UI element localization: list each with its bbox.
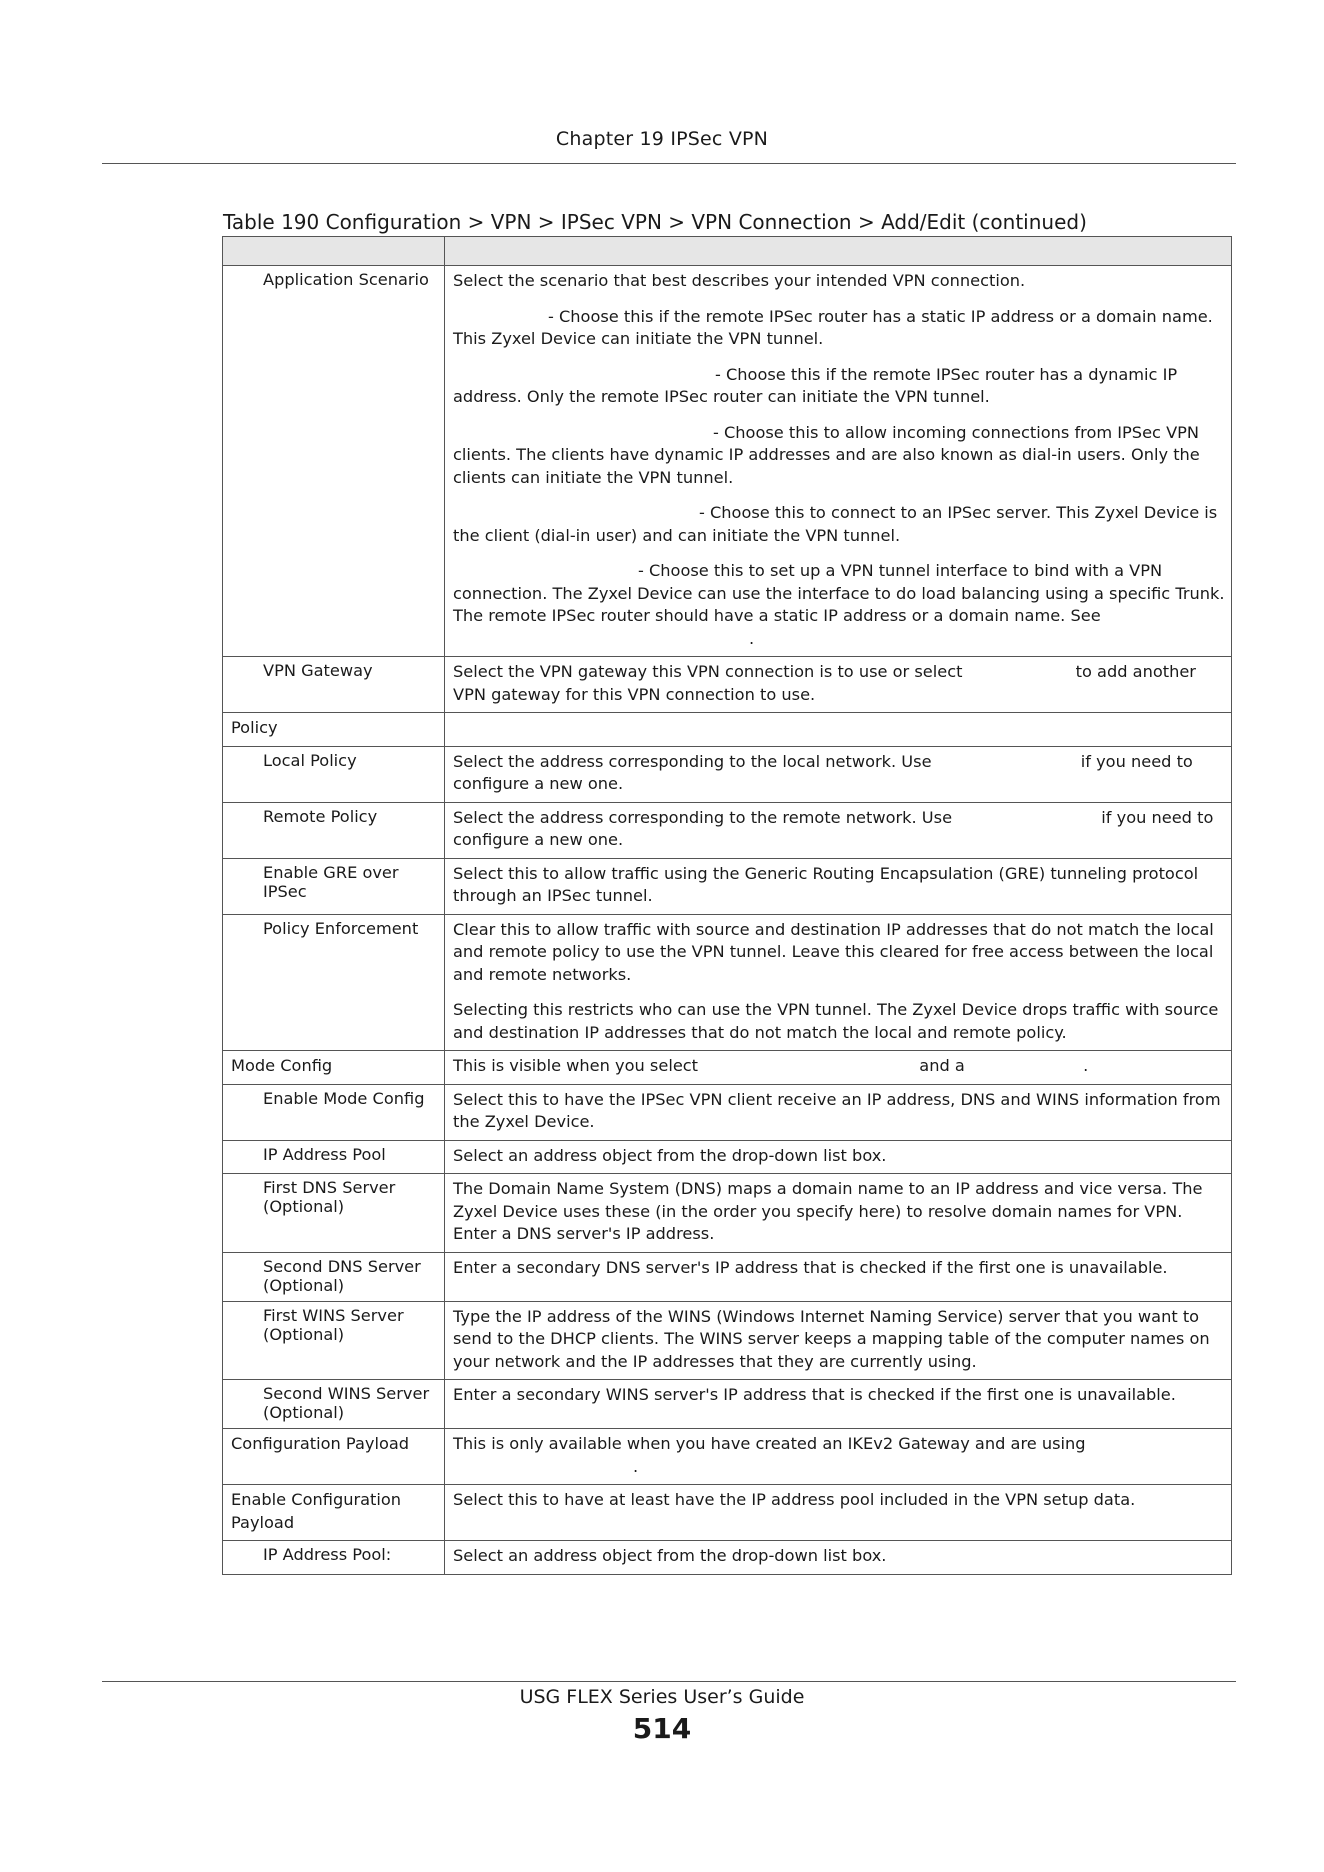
row-label: Enable Configuration Payload (223, 1485, 445, 1541)
description-paragraph (453, 364, 1225, 409)
row-description (445, 713, 1232, 747)
description-paragraph (453, 919, 1225, 987)
chapter-header: Chapter 19 IPSec VPN (555, 128, 769, 150)
row-description (445, 802, 1232, 858)
page-number: 514 (632, 1712, 692, 1745)
row-label: Second WINS Server (Optional) (223, 1380, 445, 1429)
description-paragraph (453, 422, 1225, 490)
row-label: Application Scenario (223, 266, 445, 657)
row-label: Local Policy (223, 746, 445, 802)
table-row (223, 1252, 1232, 1301)
description-text: Enter a secondary DNS server's IP address that is checked if the first one is unavailable. (453, 1257, 1168, 1277)
row-label: Enable GRE over IPSec (223, 858, 445, 914)
row-description (445, 1485, 1232, 1541)
table-row (223, 713, 1232, 747)
table-row (223, 1429, 1232, 1485)
table-row (223, 1541, 1232, 1575)
row-description (445, 1301, 1232, 1380)
description-text: Select the address corresponding to the remote network. Use if you need to configure a new one. (453, 807, 1219, 849)
row-description (445, 746, 1232, 802)
row-label: First DNS Server (Optional) (223, 1174, 445, 1253)
row-description (445, 657, 1232, 713)
row-label: IP Address Pool: (223, 1541, 445, 1575)
description-paragraph (453, 560, 1225, 650)
paragraph-text: Select the scenario that best describes your intended VPN connection. (453, 271, 1026, 290)
table-row (223, 1051, 1232, 1085)
row-description (445, 1140, 1232, 1174)
table-caption: Table 190 Configuration > VPN > IPSec VPN > VPN Connection > Add/Edit (continued) (223, 210, 1087, 234)
description-text: Select this to have the IPSec VPN client receive an IP address, DNS and WINS information from the Zyxel Device. (453, 1089, 1226, 1131)
header-rule (102, 163, 1236, 164)
parameter-table (222, 236, 1232, 1575)
row-label: Remote Policy (223, 802, 445, 858)
description-text: Select an address object from the drop-down list box. (453, 1546, 887, 1565)
paragraph-text: - Choose this if the remote IPSec router has a static IP address or a domain name. This Zyxel Device can initiate the VPN tunnel. (453, 306, 1213, 348)
description-text: Type the IP address of the WINS (Windows Internet Naming Service) server that you want to send to the DHCP clients. The WINS server keeps a mapping table of the computer names on your network and the IP addresses that they are currently using. (453, 1306, 1215, 1371)
table-row (223, 266, 1232, 657)
row-label: Policy Enforcement (223, 914, 445, 1051)
row-description (445, 914, 1232, 1051)
description-text: Enter a secondary WINS server's IP address that is checked if the first one is unavailable. (453, 1385, 1176, 1404)
description-text: Select the VPN gateway this VPN connection is to use or select to add another VPN gateway for this VPN connection to use. (453, 662, 1202, 704)
guide-title: USG FLEX Series User’s Guide (519, 1686, 805, 1708)
paragraph-text: - Choose this to connect to an IPSec server. This Zyxel Device is the client (dial-in user) and can initiate the VPN tunnel. (453, 503, 1218, 545)
description-text: Select this to allow traffic using the Generic Routing Encapsulation (GRE) tunneling protocol through an IPSec tunnel. (453, 863, 1204, 905)
table-row (223, 914, 1232, 1051)
row-label: Policy (223, 713, 445, 747)
paragraph-text: - Choose this if the remote IPSec router has a dynamic IP address. Only the remote IPSec router can initiate the VPN tunnel. (453, 364, 1178, 406)
paragraph-text: - Choose this to set up a VPN tunnel interface to bind with a VPN connection. The Zyxel Device can use the interface to do load balancing using a specific Trunk. The remote IPSec router should have a static IP address or a domain name. See (453, 561, 1225, 625)
row-label: IP Address Pool (223, 1140, 445, 1174)
row-description (445, 266, 1232, 657)
row-description (445, 1174, 1232, 1253)
paragraph-tail: . (749, 628, 755, 648)
row-description (445, 1252, 1232, 1301)
description-text: Select the address corresponding to the local network. Use if you need to configure a new one. (453, 751, 1198, 793)
header-cell-label (223, 237, 445, 266)
row-label: VPN Gateway (223, 657, 445, 713)
row-description (445, 1084, 1232, 1140)
row-description (445, 1051, 1232, 1085)
table-row (223, 1380, 1232, 1429)
table-row (223, 1084, 1232, 1140)
description-paragraph (453, 270, 1225, 293)
row-label: Second DNS Server (Optional) (223, 1252, 445, 1301)
table-row (223, 1140, 1232, 1174)
table-header-row (223, 237, 1232, 266)
table-row (223, 746, 1232, 802)
table-row (223, 1485, 1232, 1541)
description-text: Select this to have at least have the IP address pool included in the VPN setup data. (453, 1490, 1136, 1509)
row-description (445, 1380, 1232, 1429)
table-row (223, 657, 1232, 713)
row-label: Enable Mode Config (223, 1084, 445, 1140)
row-description (445, 858, 1232, 914)
table-row (223, 802, 1232, 858)
description-text: Select an address object from the drop-down list box. (453, 1145, 887, 1165)
description-paragraph (453, 999, 1225, 1044)
description-paragraph (453, 306, 1225, 351)
header-cell-description (445, 237, 1232, 266)
description-paragraph (453, 502, 1225, 547)
paragraph-text: Selecting this restricts who can use the VPN tunnel. The Zyxel Device drops traffic with source and destination IP addresses that do not match the local and remote policy. (453, 1000, 1219, 1042)
row-label: Mode Config (223, 1051, 445, 1085)
description-text: This is only available when you have created an IKEv2 Gateway and are using (453, 1434, 1086, 1453)
table-row (223, 1174, 1232, 1253)
paragraph-text: - Choose this to allow incoming connections from IPSec VPN clients. The clients have dynamic IP addresses and are also known as dial-in users. Only the clients can initiate the VPN tunnel. (453, 422, 1200, 487)
row-label: Configuration Payload (223, 1429, 445, 1485)
description-tail: . (633, 1456, 639, 1476)
description-text: This is visible when you select and a . (453, 1056, 1089, 1075)
description-text: The Domain Name System (DNS) maps a domain name to an IP address and vice versa. The Zyxel Device uses these (in the order you specify here) to resolve domain names for VPN. Enter a DNS server's IP address. (453, 1179, 1208, 1243)
paragraph-text: Clear this to allow traffic with source and destination IP addresses that do not match the local and remote policy to use the VPN tunnel. Leave this cleared for free access between the local and remote networks. (453, 919, 1214, 984)
row-description (445, 1541, 1232, 1575)
row-description (445, 1429, 1232, 1485)
row-label: First WINS Server (Optional) (223, 1301, 445, 1380)
table-row (223, 858, 1232, 914)
table-row (223, 1301, 1232, 1380)
